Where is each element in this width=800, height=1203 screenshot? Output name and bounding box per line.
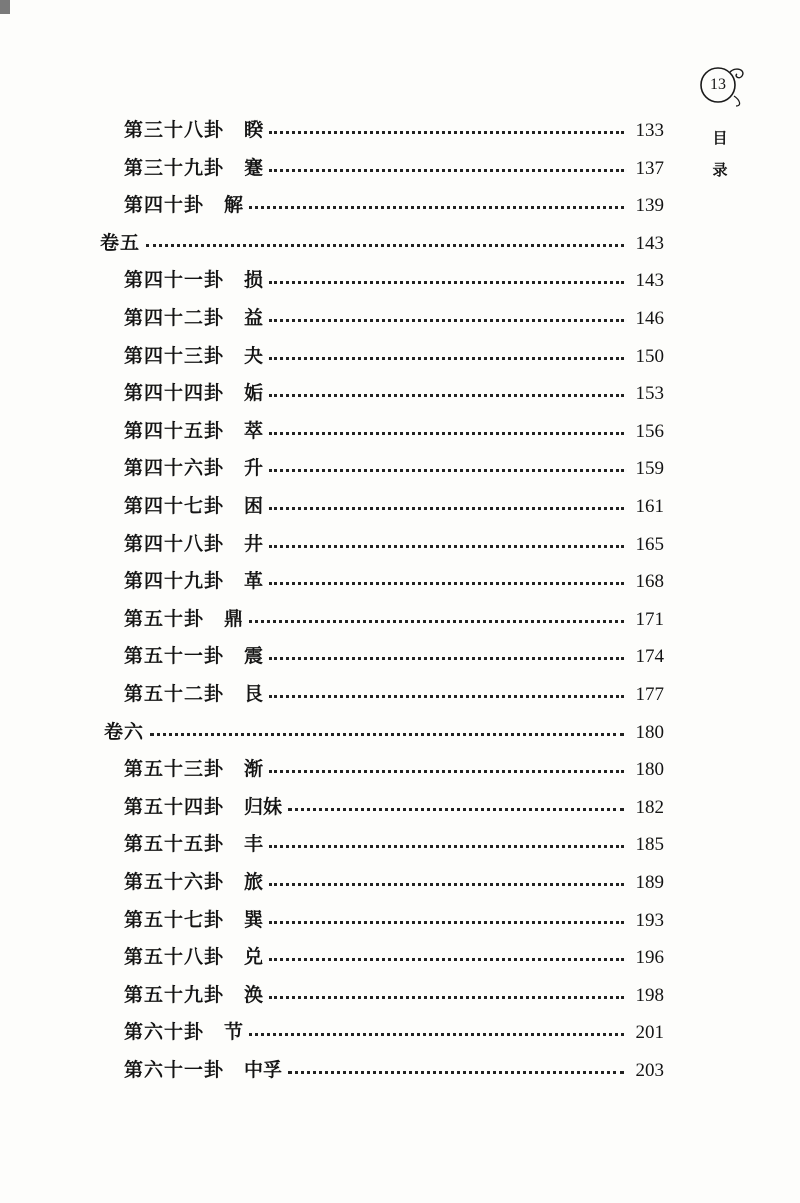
toc-page-number: 143	[635, 270, 664, 291]
toc-entry-row[interactable]	[124, 153, 664, 183]
toc-entry-number: 第六十一卦	[124, 1059, 225, 1081]
toc-dot-leader	[269, 393, 624, 397]
toc-dot-leader	[269, 468, 624, 472]
toc-entry-number: 第五十八卦	[124, 946, 225, 968]
toc-dot-leader	[269, 844, 624, 848]
toc-entry-row[interactable]	[124, 679, 664, 709]
toc-page-number: 156	[635, 421, 664, 442]
toc-dot-leader	[150, 732, 624, 736]
toc-entry-name: 益	[244, 307, 264, 329]
toc-dot-leader	[269, 920, 624, 924]
toc-page-number: 137	[635, 158, 664, 179]
toc-page-number: 203	[635, 1060, 664, 1081]
toc-title	[124, 867, 263, 897]
toc-entry-name: 节	[224, 1021, 244, 1043]
toc-entry-row[interactable]	[124, 792, 664, 822]
toc-entry-row[interactable]	[124, 905, 664, 935]
toc-page-number: 198	[635, 985, 664, 1006]
toc-entry-row[interactable]	[124, 641, 664, 671]
toc-entry-number: 卷六	[104, 721, 145, 743]
toc-entry-name: 涣	[244, 984, 264, 1006]
toc-page-number: 153	[635, 383, 664, 404]
toc-dot-leader	[146, 243, 624, 247]
toc-entry-number: 第三十九卦	[124, 157, 225, 179]
toc-page-number: 196	[635, 947, 664, 968]
toc-entry-number: 第五十九卦	[124, 984, 225, 1006]
toc-entry-number: 第五十卦	[124, 608, 205, 630]
toc-title	[124, 153, 263, 183]
toc-entry-row[interactable]	[124, 980, 664, 1010]
toc-page-number: 159	[635, 458, 664, 479]
toc-entry-number: 第四十三卦	[124, 345, 225, 367]
toc-entry-row[interactable]	[124, 378, 664, 408]
toc-title	[124, 529, 263, 559]
toc-entry-number: 第五十五卦	[124, 833, 225, 855]
toc-entry-name: 兑	[244, 946, 264, 968]
toc-entry-name: 姤	[244, 382, 264, 404]
toc-title	[124, 190, 243, 220]
toc-dot-leader	[249, 205, 624, 209]
toc-title	[124, 341, 263, 371]
toc-page-number: 182	[635, 797, 664, 818]
toc-entry-name: 井	[244, 533, 264, 555]
toc-entry-row[interactable]	[124, 1055, 664, 1085]
toc-entry-number: 第四十四卦	[124, 382, 225, 404]
toc-title	[124, 980, 263, 1010]
toc-dot-leader	[269, 544, 624, 548]
toc-entry-name: 旅	[244, 871, 264, 893]
toc-entry-row[interactable]	[124, 604, 664, 634]
toc-title	[124, 416, 263, 446]
toc-page-number: 180	[635, 722, 664, 743]
toc-entry-number: 第四十一卦	[124, 269, 225, 291]
section-label-char: 目	[712, 129, 728, 147]
toc-page-number: 133	[635, 120, 664, 141]
toc-title	[124, 679, 263, 709]
toc-dot-leader	[269, 882, 624, 886]
toc-page-number: 180	[635, 759, 664, 780]
toc-entry-row[interactable]	[124, 529, 664, 559]
toc-entry-row[interactable]	[124, 341, 664, 371]
toc-entry-row[interactable]	[124, 1017, 664, 1047]
toc-entry-number: 卷五	[100, 232, 141, 254]
toc-page-number: 146	[635, 308, 664, 329]
toc-entry-name: 艮	[244, 683, 264, 705]
toc-dot-leader	[269, 957, 624, 961]
toc-entry-row[interactable]	[124, 115, 664, 145]
toc-entry-number: 第四十九卦	[124, 570, 225, 592]
toc-entry-name: 升	[244, 457, 264, 479]
toc-title	[124, 905, 263, 935]
toc-title	[124, 303, 263, 333]
toc-dot-leader	[269, 168, 624, 172]
toc-entry-number: 第四十六卦	[124, 457, 225, 479]
toc-entry-row[interactable]	[124, 829, 664, 859]
toc-page-number: 201	[635, 1022, 664, 1043]
toc-entry-number: 第五十二卦	[124, 683, 225, 705]
toc-entry-row[interactable]	[124, 754, 664, 784]
toc-entry-row[interactable]	[124, 190, 664, 220]
toc-entry-row[interactable]	[124, 265, 664, 295]
toc-dot-leader	[269, 656, 624, 660]
toc-entry-name: 归妹	[244, 796, 283, 818]
toc-entry-row[interactable]	[124, 303, 664, 333]
toc-volume-row[interactable]	[104, 717, 664, 747]
toc-dot-leader	[269, 769, 624, 773]
toc-title	[124, 792, 282, 822]
toc-title	[124, 491, 263, 521]
toc-dot-leader	[269, 318, 624, 322]
toc-title	[124, 604, 243, 634]
toc-entry-number: 第五十一卦	[124, 645, 225, 667]
toc-title	[124, 1017, 243, 1047]
toc-entry-number: 第五十三卦	[124, 758, 225, 780]
toc-dot-leader	[269, 280, 624, 284]
toc-entry-number: 第四十二卦	[124, 307, 225, 329]
toc-dot-leader	[269, 431, 624, 435]
toc-entry-name: 丰	[244, 833, 264, 855]
toc-dot-leader	[288, 1070, 624, 1074]
toc-entry-row[interactable]	[124, 491, 664, 521]
toc-dot-leader	[269, 506, 624, 510]
toc-entry-number: 第六十卦	[124, 1021, 205, 1043]
toc-entry-name: 震	[244, 645, 264, 667]
toc-title	[124, 453, 263, 483]
toc-page-number: 177	[635, 684, 664, 705]
toc-title	[104, 717, 144, 747]
toc-entry-row[interactable]	[124, 453, 664, 483]
toc-page-number: 143	[635, 233, 664, 254]
toc-entry-name: 睽	[244, 119, 264, 141]
toc-entry-row[interactable]	[124, 867, 664, 897]
toc-entry-number: 第四十五卦	[124, 420, 225, 442]
toc-entry-number: 第三十八卦	[124, 119, 225, 141]
toc-entry-number: 第五十七卦	[124, 909, 225, 931]
toc-entry-number: 第五十六卦	[124, 871, 225, 893]
toc-page-number: 150	[635, 346, 664, 367]
toc-dot-leader	[269, 581, 624, 585]
toc-title	[124, 1055, 282, 1085]
toc-entry-row[interactable]	[124, 942, 664, 972]
toc-title	[124, 829, 263, 859]
toc-dot-leader	[249, 1032, 624, 1036]
toc-volume-row[interactable]	[100, 228, 664, 258]
toc-dot-leader	[288, 807, 624, 811]
section-label-char: 录	[712, 161, 728, 179]
page-number: 13	[710, 76, 726, 93]
toc-entry-name: 夬	[244, 345, 264, 367]
toc-entry-number: 第四十八卦	[124, 533, 225, 555]
toc-dot-leader	[269, 356, 624, 360]
toc-entry-name: 巽	[244, 909, 264, 931]
toc-page-number: 161	[635, 496, 664, 517]
toc-entry-name: 萃	[244, 420, 264, 442]
toc-page-number: 165	[635, 534, 664, 555]
toc-title	[124, 378, 263, 408]
toc-entry-name: 蹇	[244, 157, 264, 179]
toc-entry-number: 第四十卦	[124, 194, 205, 216]
toc-dot-leader	[269, 694, 624, 698]
toc-entry-name: 中孚	[244, 1059, 283, 1081]
toc-entry-row[interactable]	[124, 566, 664, 596]
toc-title	[124, 754, 263, 784]
toc-entry-number: 第五十四卦	[124, 796, 225, 818]
toc-entry-name: 渐	[244, 758, 264, 780]
toc-entry-name: 困	[244, 495, 264, 517]
toc-title	[100, 228, 140, 258]
toc-entry-name: 鼎	[224, 608, 244, 630]
toc-page-number: 139	[635, 195, 664, 216]
toc-dot-leader	[269, 995, 624, 999]
toc-page-number: 171	[635, 609, 664, 630]
toc-title	[124, 566, 263, 596]
toc-page-number: 185	[635, 834, 664, 855]
toc-title	[124, 265, 263, 295]
toc-entry-number: 第四十七卦	[124, 495, 225, 517]
toc-page-number: 193	[635, 910, 664, 931]
toc-entry-name: 损	[244, 269, 264, 291]
toc-entry-row[interactable]	[124, 416, 664, 446]
toc-entry-name: 解	[224, 194, 244, 216]
toc-entry-name: 革	[244, 570, 264, 592]
toc-title	[124, 115, 263, 145]
toc-title	[124, 641, 263, 671]
toc-page-number: 189	[635, 872, 664, 893]
toc-title	[124, 942, 263, 972]
toc-page-number: 174	[635, 646, 664, 667]
toc-dot-leader	[249, 619, 624, 623]
toc-page-number: 168	[635, 571, 664, 592]
toc-dot-leader	[269, 130, 624, 134]
